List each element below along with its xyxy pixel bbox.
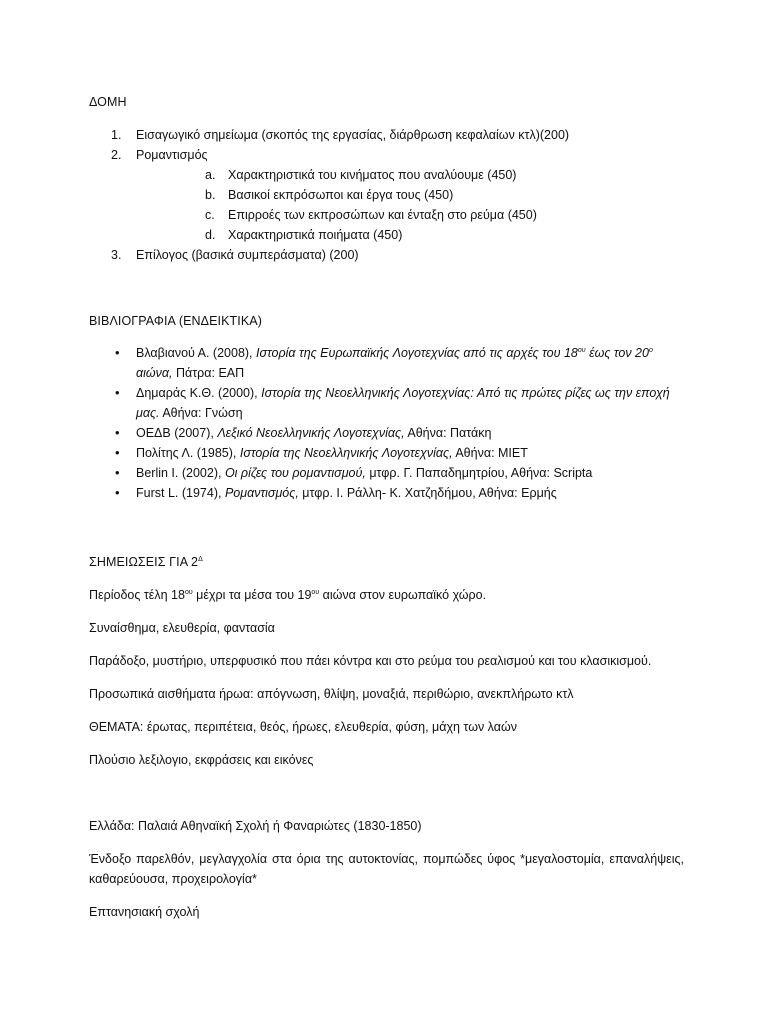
bibliography-entry: • Berlin I. (2002), Οι ρίζες του ρομαντισμού, μτφρ. Γ. Παπαδημητρίου, Αθήνα: Scripta — [89, 463, 684, 483]
structure-subitem-a: a. Χαρακτηριστικά του κινήματος που αναλύουμε (450) — [205, 168, 517, 182]
notes-heading: ΣΗΜΕΙΩΣΕΙΣ ΓΙΑ $2^\Delta$ — [89, 555, 203, 569]
structure-list — [89, 125, 684, 265]
bullet-icon: • — [115, 345, 120, 360]
structure-subitem-c: c. Επιρροές των εκπροσώπων και ένταξη στο ρεύμα (450) — [205, 208, 537, 222]
notes-paragraph: Επτανησιακή σχολή — [89, 905, 200, 919]
bibliography-entry: • Βλαβιανού Α. (2008), Ιστορία της Ευρωπαϊκής Λογοτεχνίας από τις αρχές του $18^{o\upsilon}$ έως τον $20^o$ αιώνα, Πάτρα: ΕΑΠ — [115, 345, 653, 380]
structure-subitem-b: b. Βασικοί εκπρόσωποι και έργα τους (450) — [205, 188, 454, 202]
structure-item-2: 2. Ρομαντισμός a. Χαρακτηριστικά του κινήματος που αναλύουμε (450) b. Βασικοί εκπρόσωποι και έργα τους (450) c. Επιρροές των εκπροσώπων και ένταξη στο ρεύμα (450) d. Χαρακτηριστικά ποιήματα (450) — [89, 145, 684, 245]
notes-paragraph: Παράδοξο, μυστήριο, υπερφυσικό που πάει κόντρα και στο ρεύμα του ρεαλισμού και του κλασικισμού. — [89, 654, 652, 668]
structure-sublist — [136, 165, 684, 245]
structure-item-2-text: Ρομαντισμός — [136, 148, 208, 162]
bibliography-entry: • Πολίτης Λ. (1985), Ιστορία της Νεοελληνικής Λογοτεχνίας, Αθήνα: ΜΙΕΤ — [89, 443, 684, 463]
bullet-icon: • — [115, 385, 120, 400]
structure-item-3-text: Επίλογος (βασικά συμπεράσματα) (200) — [136, 248, 359, 262]
bullet-icon: • — [115, 445, 120, 460]
bibliography-list — [89, 343, 684, 503]
notes-paragraph: ΘΕΜΑΤΑ: έρωτας, περιπέτεια, θεός, ήρωες, ελευθερία, φύση, μάχη των λαών — [89, 720, 517, 734]
structure-heading: ΔΟΜΗ — [89, 95, 127, 109]
structure-subitem-d: d. Χαρακτηριστικά ποιήματα (450) — [205, 228, 403, 242]
bibliography-entry: • ΟΕΔΒ (2007), Λεξικό Νεοελληνικής Λογοτεχνίας, Αθήνα: Πατάκη — [89, 423, 684, 443]
notes-paragraph: Πλούσιο λεξιλογιο, εκφράσεις και εικόνες — [89, 753, 314, 767]
notes-paragraph: Ελλάδα: Παλαιά Αθηναϊκή Σχολή ή Φαναριώτες (1830-1850) — [89, 819, 422, 833]
structure-item-1: 1. Εισαγωγικό σημείωμα (σκοπός της εργασίας, διάρθρωση κεφαλαίων κτλ)(200) — [111, 128, 570, 142]
bullet-icon: • — [115, 485, 120, 500]
bullet-icon: • — [115, 465, 120, 480]
bibliography-entry: • Furst L. (1974), Ρομαντισμός, μτφρ. Ι. Ράλλη- Κ. Χατζηδήμου, Αθήνα: Ερμής — [89, 483, 684, 503]
structure-item-1-text: Εισαγωγικό σημείωμα (σκοπός της εργασίας, διάρθρωση κεφαλαίων κτλ)(200) — [136, 128, 570, 142]
structure-item-3: 3. Επίλογος (βασικά συμπεράσματα) (200) — [111, 248, 359, 262]
notes-period: Περίοδος τέλη $18^{o\upsilon}$ μέχρι τα μέσα του $19^{o\upsilon}$ αιώνα στον ευρωπαϊκό χώρο. — [89, 588, 487, 602]
bibliography-heading: ΒΙΒΛΙΟΓΡΑΦΙΑ (ΕΝΔΕΙΚΤΙΚΑ) — [89, 314, 263, 328]
notes-paragraph: Προσωπικά αισθήματα ήρωα: απόγνωση, θλίψη, μοναξιά, περιθώριο, ανεκπλήρωτο κτλ — [89, 687, 574, 701]
bibliography-entry: • Δημαράς Κ.Θ. (2000), Ιστορία της Νεοελληνικής Λογοτεχνίας: Από τις πρώτες ρίζες ως την εποχή μας. Αθήνα: Γνώση — [115, 385, 670, 420]
bullet-icon: • — [115, 425, 120, 440]
notes-paragraph: Ένδοξο παρελθόν, μεγλαγχολία στα όρια της αυτοκτονίας, πομπώδες ύφος *μεγαλοστομία, επαναλήψεις, καθαρεύουσα, προχειρολογία* — [89, 852, 684, 886]
notes-paragraph: Συναίσθημα, ελευθερία, φαντασία — [89, 621, 275, 635]
